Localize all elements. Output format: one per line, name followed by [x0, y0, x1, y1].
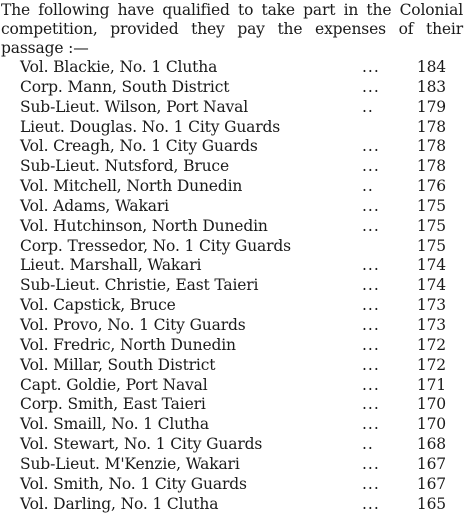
- list-item: [0, 435, 465, 455]
- list-item: [0, 58, 465, 78]
- qualifier-name: Lieut. Marshall, Wakari: [20, 256, 202, 275]
- qualifier-score: 172: [416, 335, 446, 354]
- qualifier-score: 174: [416, 256, 446, 275]
- qualifier-score: 176: [416, 177, 446, 196]
- list-item: [0, 276, 465, 296]
- qualifier-name: Sub-Lieut. Wilson, Port Naval: [20, 97, 249, 116]
- qualifier-score: 173: [416, 315, 446, 334]
- qualifier-score: 179: [416, 97, 446, 116]
- qualifier-name: Vol. Hutchinson, North Dunedin: [20, 216, 268, 235]
- leader-dots: ...: [362, 216, 380, 235]
- list-item: [0, 495, 465, 515]
- qualifier-score: 165: [416, 494, 446, 513]
- leader-dots: ...: [362, 355, 380, 374]
- intro-paragraph: The following have qualified to take part in the Colonial competition, provided they pay the expenses of their passage :—: [1, 1, 463, 57]
- qualifier-name: Sub-Lieut. Nutsford, Bruce: [20, 157, 229, 176]
- qualifier-name: Vol. Stewart, No. 1 City Guards: [20, 435, 263, 454]
- qualifier-score: 175: [416, 196, 446, 215]
- list-item: [0, 217, 465, 237]
- qualifier-score: 175: [416, 216, 446, 235]
- leader-dots: ...: [362, 256, 380, 275]
- qualifier-score: 183: [416, 77, 446, 96]
- qualifier-name: Vol. Adams, Wakari: [20, 196, 169, 215]
- list-item: [0, 137, 465, 157]
- qualifier-name: Corp. Smith, East Taieri: [20, 395, 206, 414]
- qualifier-score: 167: [416, 474, 446, 493]
- leader-dots: ...: [362, 77, 380, 96]
- leader-dots: ...: [362, 196, 380, 215]
- leader-dots: ...: [362, 58, 380, 76]
- qualifier-name: Vol. Fredric, North Dunedin: [20, 335, 236, 354]
- list-item: [0, 415, 465, 435]
- qualifier-score: 178: [416, 157, 446, 176]
- qualifier-score: 172: [416, 355, 446, 374]
- leader-dots: ..: [362, 177, 374, 196]
- qualifier-score: 178: [416, 137, 446, 156]
- list-item: [0, 336, 465, 356]
- qualifier-score: 170: [416, 395, 446, 414]
- list-item: [0, 455, 465, 475]
- qualifier-name: Sub-Lieut. Christie, East Taieri: [20, 276, 259, 295]
- qualifier-score: 171: [416, 375, 446, 394]
- leader-dots: ...: [362, 276, 380, 295]
- qualifier-name: Vol. Smaill, No. 1 Clutha: [20, 415, 209, 434]
- list-item: [0, 118, 465, 138]
- qualifier-name: Vol. Darling, No. 1 Clutha: [20, 494, 219, 513]
- qualifier-name: Vol. Mitchell, North Dunedin: [20, 177, 243, 196]
- qualifier-name: Lieut. Douglas. No. 1 City Guards: [20, 117, 281, 136]
- qualifier-name: Vol. Smith, No. 1 City Guards: [20, 474, 247, 493]
- qualifier-name: Vol. Millar, South District: [20, 355, 216, 374]
- list-item: [0, 356, 465, 376]
- list-item: [0, 197, 465, 217]
- list-item: [0, 395, 465, 415]
- qualifier-name: Corp. Mann, South District: [20, 77, 230, 96]
- qualifier-name: Vol. Provo, No. 1 City Guards: [20, 315, 246, 334]
- qualifier-score: 184: [416, 58, 446, 76]
- qualifier-name: Sub-Lieut. M'Kenzie, Wakari: [20, 454, 240, 473]
- qualifier-score: 174: [416, 276, 446, 295]
- list-item: [0, 157, 465, 177]
- qualifier-score: 167: [416, 454, 446, 473]
- list-item: [0, 237, 465, 257]
- leader-dots: ...: [362, 375, 380, 394]
- leader-dots: ...: [362, 335, 380, 354]
- list-item: [0, 177, 465, 197]
- leader-dots: ...: [362, 395, 380, 414]
- leader-dots: ...: [362, 494, 380, 513]
- qualifier-score: 170: [416, 415, 446, 434]
- list-item: [0, 78, 465, 98]
- qualifier-score: 168: [416, 435, 446, 454]
- list-item: [0, 376, 465, 396]
- qualifier-score: 175: [416, 236, 446, 255]
- list-item: [0, 296, 465, 316]
- leader-dots: ..: [362, 97, 374, 116]
- qualifier-score: 178: [416, 117, 446, 136]
- qualifier-name: Vol. Blackie, No. 1 Clutha: [20, 58, 218, 76]
- leader-dots: ...: [362, 454, 380, 473]
- qualifier-name: Vol. Capstick, Bruce: [20, 296, 176, 315]
- leader-dots: ...: [362, 415, 380, 434]
- leader-dots: ..: [362, 435, 374, 454]
- qualifier-list: [0, 58, 465, 514]
- qualifier-score: 173: [416, 296, 446, 315]
- qualifier-name: Capt. Goldie, Port Naval: [20, 375, 208, 394]
- qualifier-name: Corp. Tressedor, No. 1 City Guards: [20, 236, 291, 255]
- qualifier-name: Vol. Creagh, No. 1 City Guards: [20, 137, 258, 156]
- list-item: [0, 316, 465, 336]
- leader-dots: ...: [362, 157, 380, 176]
- leader-dots: ...: [362, 474, 380, 493]
- leader-dots: ...: [362, 315, 380, 334]
- list-item: [0, 256, 465, 276]
- leader-dots: ...: [362, 296, 380, 315]
- list-item: [0, 98, 465, 118]
- list-item: [0, 475, 465, 495]
- leader-dots: ...: [362, 137, 380, 156]
